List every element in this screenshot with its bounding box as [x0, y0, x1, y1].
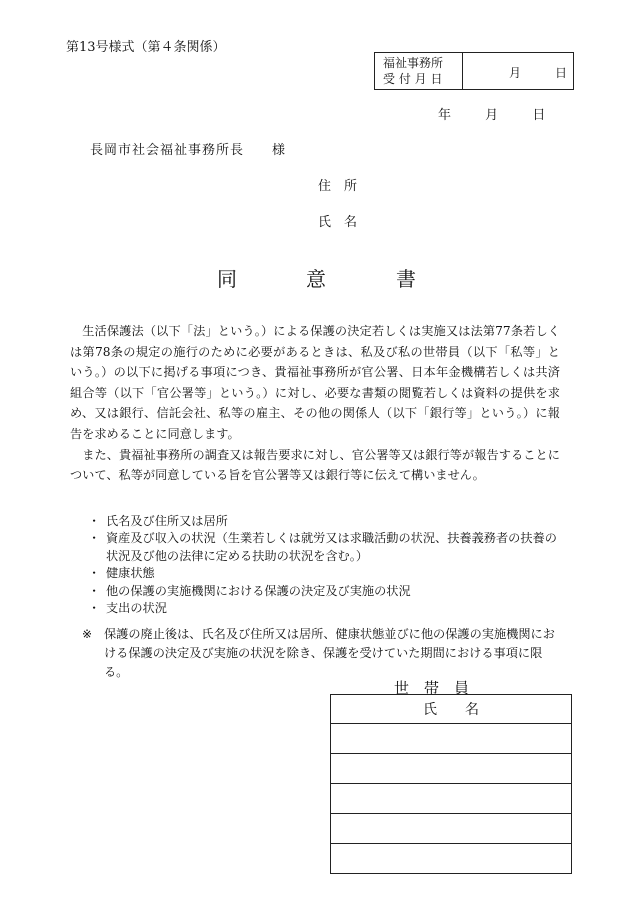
title-char-1: 同	[217, 267, 237, 291]
consent-body	[70, 321, 560, 486]
household-name-cell[interactable]	[331, 844, 572, 874]
body-paragraph-1: 生活保護法（以下「法」という。）による保護の決定若しくは実施又は法第77条若しくは第78条の規定の施行のために必要があるときは、私及び私の世帯員（以下「私等」という。）の以下に掲げる事項につき、貴福祉事務所が官公署、日本年金機構若しくは共済組合等（以下「官公署等」という。）に対し、必要な書類の閲覧若しくは資料の提供を求め、又は銀行、信託会社、私等の雇主、その他の関係人（以下「銀行等」という。）に報告を求めることに同意します。	[70, 324, 560, 441]
title-char-3: 書	[396, 267, 416, 291]
addressee: 長岡市社会福祉事務所長 様	[90, 143, 287, 158]
reception-label	[375, 53, 463, 89]
form-number: 第13号様式（第４条関係）	[66, 40, 226, 55]
list-item	[88, 513, 563, 530]
list-item	[88, 600, 563, 617]
address-label: 住 所	[318, 179, 358, 194]
body-paragraph-2: また、貴福祉事務所の調査又は報告要求に対し、官公署等又は銀行等が報告することについて、私等が同意している旨を官公署等又は銀行等に伝えて構いません。	[70, 447, 560, 483]
household-name-cell[interactable]	[331, 754, 572, 784]
household-heading: 世 帯 員	[394, 679, 470, 697]
bullet: ・	[88, 514, 101, 528]
name-label: 氏 名	[318, 215, 358, 230]
bullet: ・	[88, 566, 101, 581]
reception-day-label: 日	[555, 66, 568, 80]
reception-date-box	[374, 52, 574, 90]
reception-label-line1: 福祉事務所	[383, 56, 444, 70]
consent-items-list	[88, 513, 563, 617]
note-mark: ※	[82, 627, 93, 641]
household-members-table	[330, 694, 572, 874]
bullet: ・	[88, 531, 101, 546]
bullet: ・	[88, 583, 101, 598]
household-name-cell[interactable]	[331, 724, 572, 754]
list-item-text: 氏名及び住所又は居所	[106, 514, 228, 528]
date-line[interactable]	[438, 104, 545, 123]
reception-date-field[interactable]	[463, 53, 573, 89]
list-item	[88, 565, 563, 582]
list-item-text: 他の保護の実施機関における保護の決定及び実施の状況	[106, 583, 411, 598]
list-item-text: 健康状態	[106, 566, 155, 581]
household-name-cell[interactable]	[331, 784, 572, 814]
household-name-cell[interactable]	[331, 814, 572, 844]
bullet: ・	[88, 601, 101, 616]
list-item	[88, 583, 563, 600]
list-item-text: 資産及び収入の状況（生業若しくは就労又は求職活動の状況、扶養義務者の扶養の状況及び他の法律に定める扶助の状況を含む。）	[106, 531, 557, 563]
note-text: 保護の廃止後は、氏名及び住所又は居所、健康状態並びに他の保護の実施機関における保護の決定及び実施の状況を除き、保護を受けていた期間における事項に限る。	[104, 627, 555, 679]
note	[82, 625, 564, 682]
title-char-2: 意	[306, 267, 326, 291]
list-item	[88, 530, 563, 565]
date-year-label: 年	[438, 108, 452, 123]
date-month-label: 月	[485, 108, 499, 123]
list-item-text: 支出の状況	[106, 601, 167, 616]
reception-month-label: 月	[509, 66, 522, 80]
date-day-label: 日	[532, 108, 546, 123]
reception-label-line2: 受 付 月 日	[383, 72, 443, 86]
household-name-header: 氏 名	[331, 695, 572, 724]
